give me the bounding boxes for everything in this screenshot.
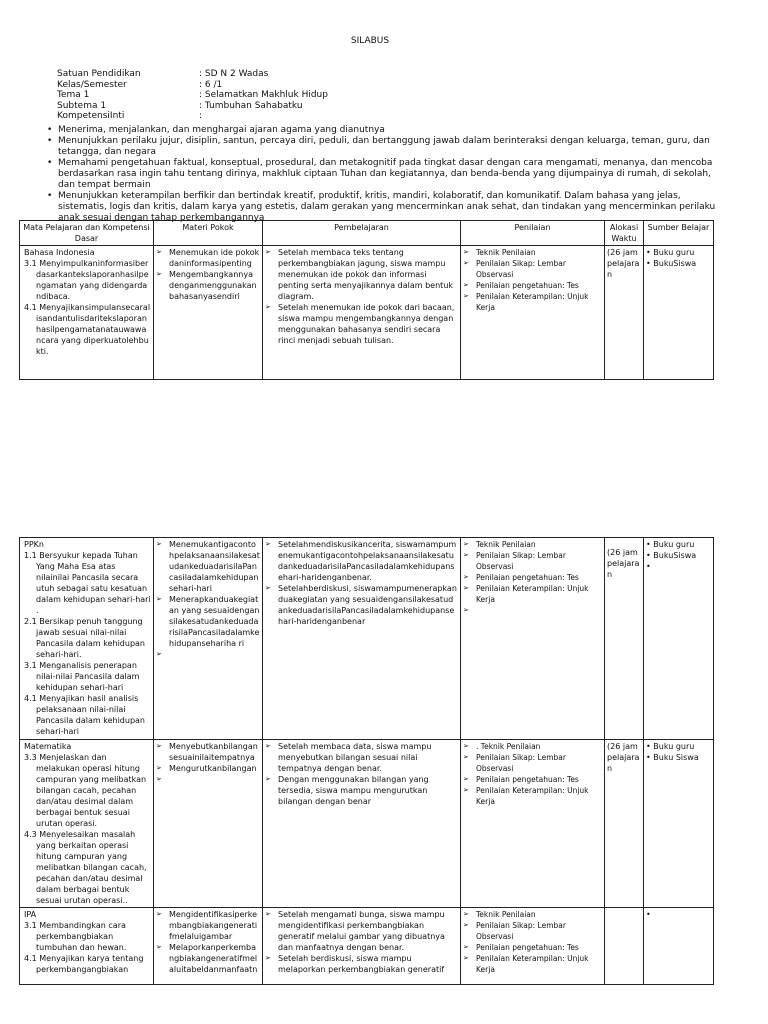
penilaian-list xyxy=(463,247,602,313)
arrow-icon: ➢ xyxy=(265,540,271,548)
subject-name: IPA xyxy=(24,910,37,919)
arrow-icon: ➢ xyxy=(463,573,469,581)
list-item: ➢ Dengan menggunakan bilangan yang tersedia, siswa mampu mengurutkan bilangan dengan benar xyxy=(265,775,429,806)
arrow-icon: ➢ xyxy=(265,742,271,750)
kd-item: 4.1 Menyajikan hasil analisis pelaksanaan nilai-nilai Pancasila dalam kehidupan sehari-hari xyxy=(24,694,145,736)
header-sumber: Sumber Belajar xyxy=(644,221,714,246)
alokasi-cell: (26 jam pelajaran xyxy=(605,246,644,380)
kd-item: 3.1 Menganalisis penerapan nilai-nilai Pancasila dalam kehidupan sehari-hari xyxy=(24,661,140,692)
kompetensi-inti-item: • Menunjukkan keterampilan berfikir dan bertindak kreatif, produktif, kritis, mandiri, kolaboratif, dan komunikatif. Dalam bahasa yang jelas, sistematis, logis dan kritis, dalam karya yang estetis, dalam gerakan yang mencerminkan anak sehat, dan tindakan yang mencerminkan perilaku anak sesuai dengan tahap perkembangannya xyxy=(47,191,716,223)
list-item: ➢ Penilaian Keterampilan: Unjuk Kerja xyxy=(463,786,589,806)
table-row xyxy=(20,246,714,380)
list-item: • xyxy=(646,910,651,919)
materi-list xyxy=(156,539,260,658)
list-item: ➢ Penilaian pengetahuan: Tes xyxy=(463,573,579,582)
materi-list xyxy=(156,741,260,783)
arrow-icon: ➢ xyxy=(463,584,469,592)
header-pembelajaran: Pembelajaran xyxy=(263,221,461,246)
sumber-list xyxy=(646,247,711,269)
kd-item: 2.1 Bersikap penuh tanggung jawab sesuai nilai-nilai Pancasila dalam kehidupan sehari-hari. xyxy=(24,617,145,659)
mapel-cell xyxy=(20,246,154,380)
kompetensi-inti-item: • Memahami pengetahuan faktual, konseptual, prosedural, dan metakognitif pada tingkat dasar dengan cara mengamati, menanya, dan mencoba berdasarkan rasa ingin tahu tentang dirinya, makhluk ciptaan Tuhan dan kegiatannya, dan benda-benda yang dijumpainya di rumah, di sekolah, dan tempat bermain xyxy=(47,158,713,190)
arrow-icon: ➢ xyxy=(463,259,469,267)
pembelajaran-cell xyxy=(263,740,461,908)
list-item: ➢ Setelah berdiskusi, siswa mampu melaporkan perkembangbiakan generatif xyxy=(265,954,445,974)
meta-value: : Selamatkan Makhluk Hidup xyxy=(199,90,328,100)
kd-item: 4.1 Menyajikan karya tentang perkembangangbiakan xyxy=(24,954,144,974)
list-item: ➢ . Teknik Penilaian xyxy=(463,742,541,751)
table-row xyxy=(20,908,714,985)
header-materi: Materi Pokok xyxy=(154,221,263,246)
materi-cell xyxy=(154,908,263,985)
list-item: ➢ Mengurutkanbilangan xyxy=(156,764,257,773)
pembelajaran-list xyxy=(265,539,458,627)
meta-row xyxy=(57,101,328,112)
arrow-icon: ➢ xyxy=(463,775,469,783)
arrow-icon: ➢ xyxy=(156,248,162,256)
kd-item: 4.1 Menyajikansimpulansecaralisandantulisdaritekslaporanhasilpengamatanatauwawancara yang diperkuatolehbukti. xyxy=(24,303,151,356)
sumber-list xyxy=(646,741,711,763)
list-item: ➢ Melaporkanperkembangbiakangeneratifmelaluitabeldanmanfaatn xyxy=(156,943,258,974)
list-item: ➢ Penilaian Sikap: Lembar Observasi xyxy=(463,259,566,279)
bullet-icon: • xyxy=(47,125,53,135)
list-item: ➢ Penilaian pengetahuan: Tes xyxy=(463,943,579,952)
meta-row xyxy=(57,111,328,122)
materi-cell xyxy=(154,740,263,908)
header-mapel: Mata Pelajaran dan Kompetensi Dasar xyxy=(20,221,154,246)
syllabus-table-2 xyxy=(19,537,714,985)
list-item: ➢ Penilaian Sikap: Lembar Observasi xyxy=(463,921,566,941)
table-row xyxy=(20,538,714,740)
sumber-cell xyxy=(644,740,714,908)
pembelajaran-cell xyxy=(263,908,461,985)
materi-cell xyxy=(154,538,263,740)
arrow-icon: ➢ xyxy=(156,910,162,918)
kompetensi-inti-item: • Menunjukkan perilaku jujur, disiplin, santun, percaya diri, peduli, dan bertanggung jawab dalam berinteraksi dengan keluarga, teman, guru, dan tetangga, dan negara xyxy=(47,136,710,157)
arrow-icon: ➢ xyxy=(156,595,162,603)
meta-value: : xyxy=(199,111,203,121)
arrow-icon: ➢ xyxy=(156,650,162,658)
penilaian-list xyxy=(463,909,602,975)
kompetensi-inti-list xyxy=(44,125,724,224)
list-item: ➢ Mengembangkannya denganmenggunakan bahasanyasendiri xyxy=(156,270,257,301)
list-item: • Buku guru xyxy=(646,248,695,257)
arrow-icon: ➢ xyxy=(463,540,469,548)
list-item: • xyxy=(646,562,651,571)
arrow-icon: ➢ xyxy=(463,281,469,289)
list-item: ➢ Setelahmendiskusikancerita, siswamampumenemukantigacontohpelaksanaansilakesatudankeduadarisilaPancasiladalamkehidupansehari-haridenganbenar. xyxy=(265,540,457,582)
meta-label: Tema 1 xyxy=(57,90,90,100)
mapel-cell xyxy=(20,538,154,740)
arrow-icon: ➢ xyxy=(265,775,271,783)
mapel-cell xyxy=(20,740,154,908)
meta-value: : SD N 2 Wadas xyxy=(199,69,269,79)
sumber-cell xyxy=(644,908,714,985)
list-item: ➢ Penilaian Keterampilan: Unjuk Kerja xyxy=(463,584,589,604)
arrow-icon: ➢ xyxy=(463,954,469,962)
arrow-icon: ➢ xyxy=(265,954,271,962)
kd-item: 3.1 Menyimpulkaninformasiberdasarkantekslaporanhasilpengamatan yang didengardandibaca. xyxy=(24,259,149,301)
list-item: ➢ Penilaian pengetahuan: Tes xyxy=(463,281,579,290)
list-item: ➢ Setelah membaca teks tentang perkembangbiakan jagung, siswa mampu menemukan ide pokok dan informasi penting serta menyajikannya dalam bentuk diagram. xyxy=(265,248,454,301)
alokasi-cell: (26 jam pelajaran xyxy=(605,740,644,908)
penilaian-cell xyxy=(461,740,605,908)
materi-cell xyxy=(154,246,263,380)
kompetensi-inti-item: • Menerima, menjalankan, dan menghargai ajaran agama yang dianutnya xyxy=(47,125,385,135)
arrow-icon: ➢ xyxy=(156,270,162,278)
sumber-list xyxy=(646,539,711,572)
kd-item: 1.1 Bersyukur kepada Tuhan Yang Maha Esa atas nilainilai Pancasila secara utuh sebagai satu kesatuan dalam kehidupan sehari-hari . xyxy=(24,551,151,615)
list-item: ➢ Penilaian Keterampilan: Unjuk Kerja xyxy=(463,954,589,974)
list-item: ➢ Penilaian Sikap: Lembar Observasi xyxy=(463,753,566,773)
syllabus-table-1 xyxy=(19,220,714,380)
table-row xyxy=(20,740,714,908)
list-item: • Buku guru xyxy=(646,540,695,549)
list-item: ➢ Mengidentifikasiperkembangbiakangenerati fmelaluigambar xyxy=(156,910,258,941)
list-item: ➢ Setelahberdiskusi, siswamampumenerapkanduakegiatan yang sesuaidengansilakesatudankeduadarisilaPancasiladalamkehidupansehari-haridenganbenar xyxy=(265,584,457,626)
list-item: • BukuSiswa xyxy=(646,259,697,268)
arrow-icon: ➢ xyxy=(463,910,469,918)
meta-row xyxy=(57,80,328,91)
pembelajaran-cell xyxy=(263,246,461,380)
subject-name: Bahasa Indonesia xyxy=(24,248,95,257)
header-penilaian: Penilaian xyxy=(461,221,605,246)
penilaian-list xyxy=(463,539,602,614)
bullet-icon: • xyxy=(47,191,53,201)
list-item: ➢ Setelah membaca data, siswa mampu menyebutkan bilangan sesuai nilai tempatnya dengan benar. xyxy=(265,742,432,773)
arrow-icon: ➢ xyxy=(463,753,469,761)
pembelajaran-list xyxy=(265,909,458,975)
list-item: • BukuSiswa xyxy=(646,551,697,560)
pembelajaran-list xyxy=(265,741,458,807)
document-title: SILABUS xyxy=(350,36,390,46)
list-item: • Buku Siswa xyxy=(646,753,699,762)
meta-label: Kelas/Semester xyxy=(57,79,127,90)
penilaian-cell xyxy=(461,908,605,985)
arrow-icon: ➢ xyxy=(156,775,162,783)
arrow-icon: ➢ xyxy=(463,248,469,256)
list-item: ➢ Penilaian Keterampilan: Unjuk Kerja xyxy=(463,292,589,312)
arrow-icon: ➢ xyxy=(265,248,271,256)
document-meta xyxy=(57,69,328,122)
kd-item: 3.3 Menjelaskan dan melakukan operasi hitung campuran yang melibatkan bilangan cacah, pecahan dan/atau desimal dalam berbagai bentuk sesuai urutan operasi. xyxy=(24,753,147,828)
arrow-icon: ➢ xyxy=(463,606,469,614)
mapel-cell xyxy=(20,908,154,985)
materi-list xyxy=(156,909,260,975)
meta-row xyxy=(57,90,328,101)
arrow-icon: ➢ xyxy=(265,910,271,918)
alokasi-cell xyxy=(605,908,644,985)
arrow-icon: ➢ xyxy=(463,943,469,951)
pembelajaran-cell xyxy=(263,538,461,740)
meta-label: Subtema 1 xyxy=(57,100,107,111)
sumber-list xyxy=(646,909,711,920)
meta-row xyxy=(57,69,328,80)
list-item: ➢ Setelah menemukan ide pokok dari bacaan, siswa mampu mengembangkannya dengan menggunakan bahasanya sendiri secara rinci menjadi sebuah tulisan. xyxy=(265,303,455,345)
arrow-icon: ➢ xyxy=(156,540,162,548)
penilaian-cell xyxy=(461,538,605,740)
arrow-icon: ➢ xyxy=(463,551,469,559)
arrow-icon: ➢ xyxy=(156,742,162,750)
materi-list xyxy=(156,247,260,302)
penilaian-cell xyxy=(461,246,605,380)
sumber-cell xyxy=(644,246,714,380)
pembelajaran-list xyxy=(265,247,458,346)
list-item: • Buku guru xyxy=(646,742,695,751)
alokasi-cell: (26 jam pelajaran xyxy=(605,538,644,740)
list-item: ➢ Teknik Penilaian xyxy=(463,540,536,549)
subject-name: PPKn xyxy=(24,540,44,549)
kd-item: 3.1 Membandingkan cara perkembangbiakan tumbuhan dan hewan. xyxy=(24,921,127,952)
arrow-icon: ➢ xyxy=(463,921,469,929)
arrow-icon: ➢ xyxy=(265,303,271,311)
table-header-row xyxy=(20,221,714,246)
list-item: ➢ Penilaian Sikap: Lembar Observasi xyxy=(463,551,566,571)
penilaian-list xyxy=(463,741,602,807)
subject-name: Matematika xyxy=(24,742,72,751)
meta-label: Satuan Pendidikan xyxy=(57,69,141,79)
arrow-icon: ➢ xyxy=(463,786,469,794)
list-item: ➢ Menyebutkanbilangan sesuainilaitempatnya xyxy=(156,742,258,762)
meta-value: : 6 /1 xyxy=(199,79,223,90)
bullet-icon: • xyxy=(47,158,53,168)
arrow-icon: ➢ xyxy=(463,742,469,750)
meta-label: KompetensiInti xyxy=(57,111,125,121)
list-item: ➢ Setelah mengamati bunga, siswa mampu mengidentifikasi perkembangbiakan generatif melalui gambar yang dibuatnya dan manfaatnya dengan benar. xyxy=(265,910,445,952)
arrow-icon: ➢ xyxy=(156,943,162,951)
bullet-icon: • xyxy=(47,136,53,146)
list-item: ➢ Penilaian pengetahuan: Tes xyxy=(463,775,579,784)
meta-value: : Tumbuhan Sahabatku xyxy=(199,100,303,111)
list-item: ➢ Teknik Penilaian xyxy=(463,910,536,919)
list-item: ➢ Menerapkanduakegiatan yang sesuaidengansilakesatudankeduadarisilaPancasiladalamkehidupansehariha ri xyxy=(156,595,260,648)
arrow-icon: ➢ xyxy=(156,764,162,772)
list-item: ➢ Teknik Penilaian xyxy=(463,248,536,257)
arrow-icon: ➢ xyxy=(265,584,271,592)
list-item: ➢ MenemukantigacontohpelaksanaansilakesatudankeduadarisilaPancasiladalamkehidupansehari-hari xyxy=(156,540,260,593)
arrow-icon: ➢ xyxy=(463,292,469,300)
sumber-cell xyxy=(644,538,714,740)
header-alokasi: Alokasi Waktu xyxy=(605,221,644,246)
kd-item: 4.3 Menyelesaikan masalah yang berkaitan operasi hitung campuran yang melibatkan bilangan cacah, pecahan dan/atau desimal dalam berbagai bentuk sesuai urutan operasi.. xyxy=(24,830,147,905)
list-item: ➢ Menemukan ide pokokdaninformasipenting xyxy=(156,248,260,268)
